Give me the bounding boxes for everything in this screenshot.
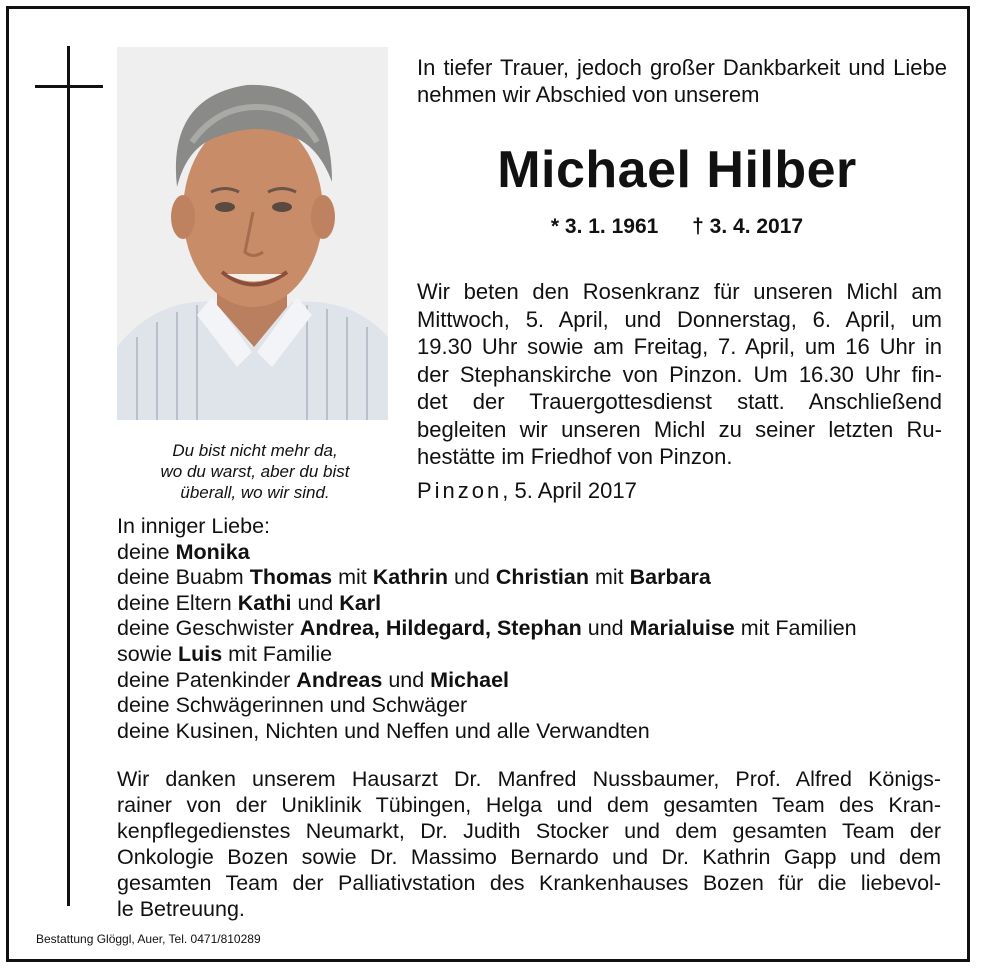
funeral-home-info: Bestattung Glöggl, Auer, Tel. 0471/810289: [36, 932, 261, 946]
paragraph-line: begleiten wir unseren Michl zu seiner letzten Ru-: [417, 416, 942, 442]
paragraph-line: det der Trauergottesdienst statt. Anschließend: [417, 389, 942, 414]
family-line: deine Eltern Kathi und Karl: [117, 590, 382, 615]
death-date: † 3. 4. 2017: [692, 215, 804, 238]
paragraph-line: der Stephanskirche von Pinzon. Um 16.30 Uhr fin-: [417, 361, 942, 387]
family-line: deine Buabm Thomas mit Kathrin und Christian mit Barbara: [117, 565, 711, 590]
cross-horizontal-bar: [35, 85, 103, 88]
family-line: deine Schwägerinnen und Schwäger: [117, 693, 468, 718]
cross-vertical-bar: [67, 46, 70, 906]
rosary-paragraph: [417, 278, 942, 471]
paragraph-line: Mittwoch, 5. April, und Donnerstag, 6. April, um: [417, 306, 942, 332]
paragraph-line: rainer von der Uniklinik Tübingen, Helga und dem gesamten Team des Kran-: [117, 793, 941, 817]
portrait-photo: [117, 47, 388, 420]
family-line: deine Kusinen, Nichten und Neffen und alle Verwandten: [117, 718, 650, 743]
paragraph-line: kenpflegedienstes Neumarkt, Dr. Judith Stocker und dem gesamten Team der: [117, 819, 941, 843]
paragraph-line: gesamten Team der Palliativstation des Krankenhauses Bozen für die liebevol-: [117, 871, 941, 895]
intro-text: In tiefer Trauer, jedoch großer Dankbarkeit und Liebe nehmen wir Abschied von unserem: [417, 55, 947, 107]
paragraph-line: Wir danken unserem Hausarzt Dr. Manfred Nussbaumer, Prof. Alfred Königs-: [117, 767, 941, 791]
family-line: deine Geschwister Andrea, Hildegard, Stephan und Marialuise mit Familien: [117, 616, 857, 641]
family-line: deine Monika: [117, 539, 250, 564]
family-heading: In inniger Liebe:: [117, 514, 270, 538]
family-list: [117, 514, 957, 744]
place-date: , 5. April 2017: [502, 478, 637, 503]
paragraph-line: le Betreuung.: [117, 897, 245, 921]
paragraph-line: Wir beten den Rosenkranz für unseren Michl am: [417, 279, 942, 304]
memorial-quote: [100, 440, 410, 503]
thanks-paragraph: [117, 766, 941, 922]
paragraph-line: hestätte im Friedhof von Pinzon.: [417, 444, 733, 469]
paragraph-line: 19.30 Uhr sowie am Freitag, 7. April, um 16 Uhr in: [417, 334, 942, 359]
quote-line: wo du warst, aber du bist: [160, 462, 350, 481]
place-and-date: [417, 478, 637, 504]
family-line: sowie Luis mit Familie: [117, 641, 333, 666]
deceased-name: Michael Hilber: [497, 141, 857, 199]
life-dates: [417, 215, 937, 239]
quote-line: überall, wo wir sind.: [180, 483, 330, 502]
place-name: Pinzon: [417, 478, 503, 503]
family-line: deine Patenkinder Andreas und Michael: [117, 667, 510, 692]
paragraph-line: Onkologie Bozen sowie Dr. Massimo Bernardo und Dr. Kathrin Gapp und dem: [117, 845, 941, 869]
birth-date: * 3. 1. 1961: [550, 215, 659, 238]
quote-line: Du bist nicht mehr da,: [172, 441, 338, 460]
